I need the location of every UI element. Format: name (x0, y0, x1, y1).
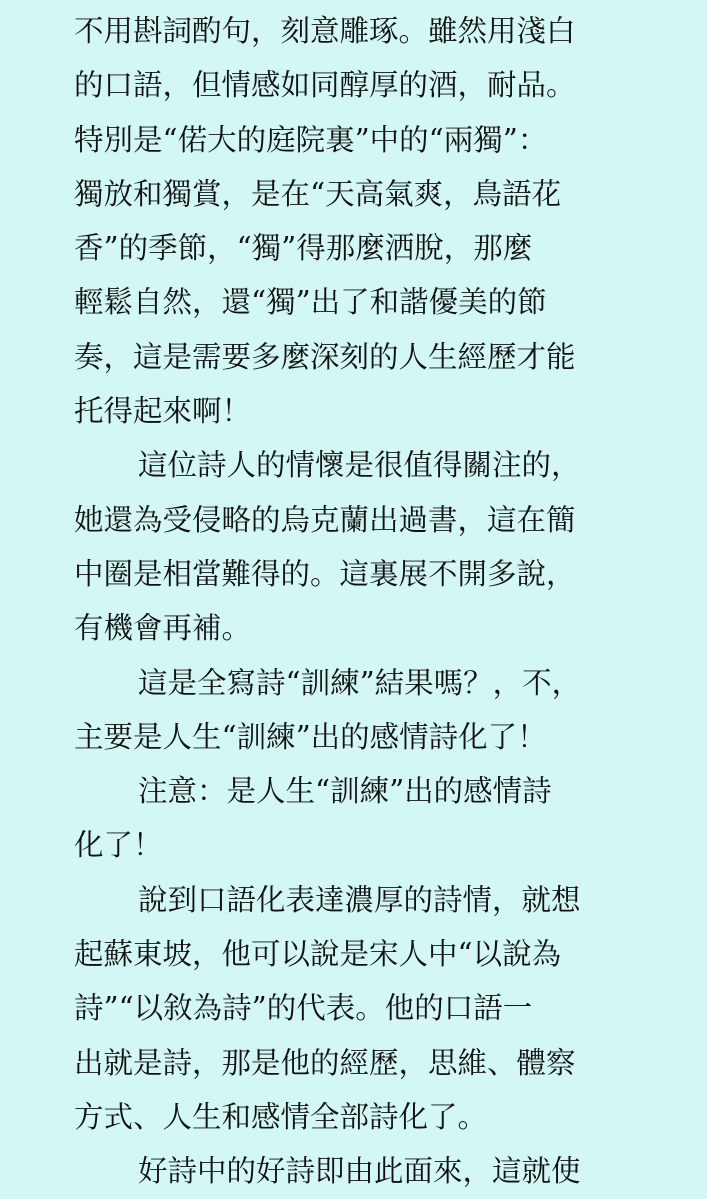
text-line: 特別是“偌大的庭院裏”中的“兩獨”： (74, 122, 548, 157)
body-text (74, 4, 636, 1199)
text-line: 化了！ (74, 828, 163, 863)
paragraph-start-line: 注意：是人生“訓練”出的感情詩 (138, 774, 552, 809)
text-line: 托得起來啊！ (74, 394, 252, 429)
text-line: 奏，這是需要多麼深刻的人生經歷才能 (74, 339, 576, 374)
text-line: 詩”“以敘為詩”的代表。他的口語一 (74, 991, 533, 1026)
text-line: 獨放和獨賞，是在“天高氣爽，鳥語花 (74, 176, 562, 211)
text-line: 輕鬆自然，還“獨”出了和諧優美的節 (74, 285, 547, 320)
text-line: 中圈是相當難得的。這裏展不開多說， (74, 556, 576, 591)
paragraph-start-line: 這是全寫詩“訓練”結果嗎？，不， (138, 665, 582, 700)
text-line: 不用斟詞酌句，刻意雕琢。雖然用淺白 (74, 14, 576, 48)
text-line: 主要是人生“訓練”出的感情詩化了！ (74, 719, 547, 754)
text-line: 出就是詩，那是他的經歷，思維、體察 (74, 1045, 576, 1080)
text-line: 她還為受侵略的烏克蘭出過書，這在簡 (74, 502, 576, 537)
paragraph-start-line: 這位詩人的情懷是很值得關注的， (138, 448, 581, 483)
text-line: 香”的季節，“獨”得那麼洒脫，那麼 (74, 231, 533, 266)
paragraph-start-line: 說到口語化表達濃厚的詩情，就想 (138, 882, 581, 917)
text-line: 起蘇東坡，他可以說是宋人中“以說為 (74, 937, 562, 972)
text-line: 的口語，但情感如同醇厚的酒，耐品。 (74, 68, 576, 103)
text-line: 方式、人生和感情全部詩化了。 (74, 1099, 488, 1134)
paragraph-start-line: 好詩中的好詩即由此面來，這就使 (138, 1154, 581, 1189)
text-line: 有機會再補。 (74, 611, 252, 646)
